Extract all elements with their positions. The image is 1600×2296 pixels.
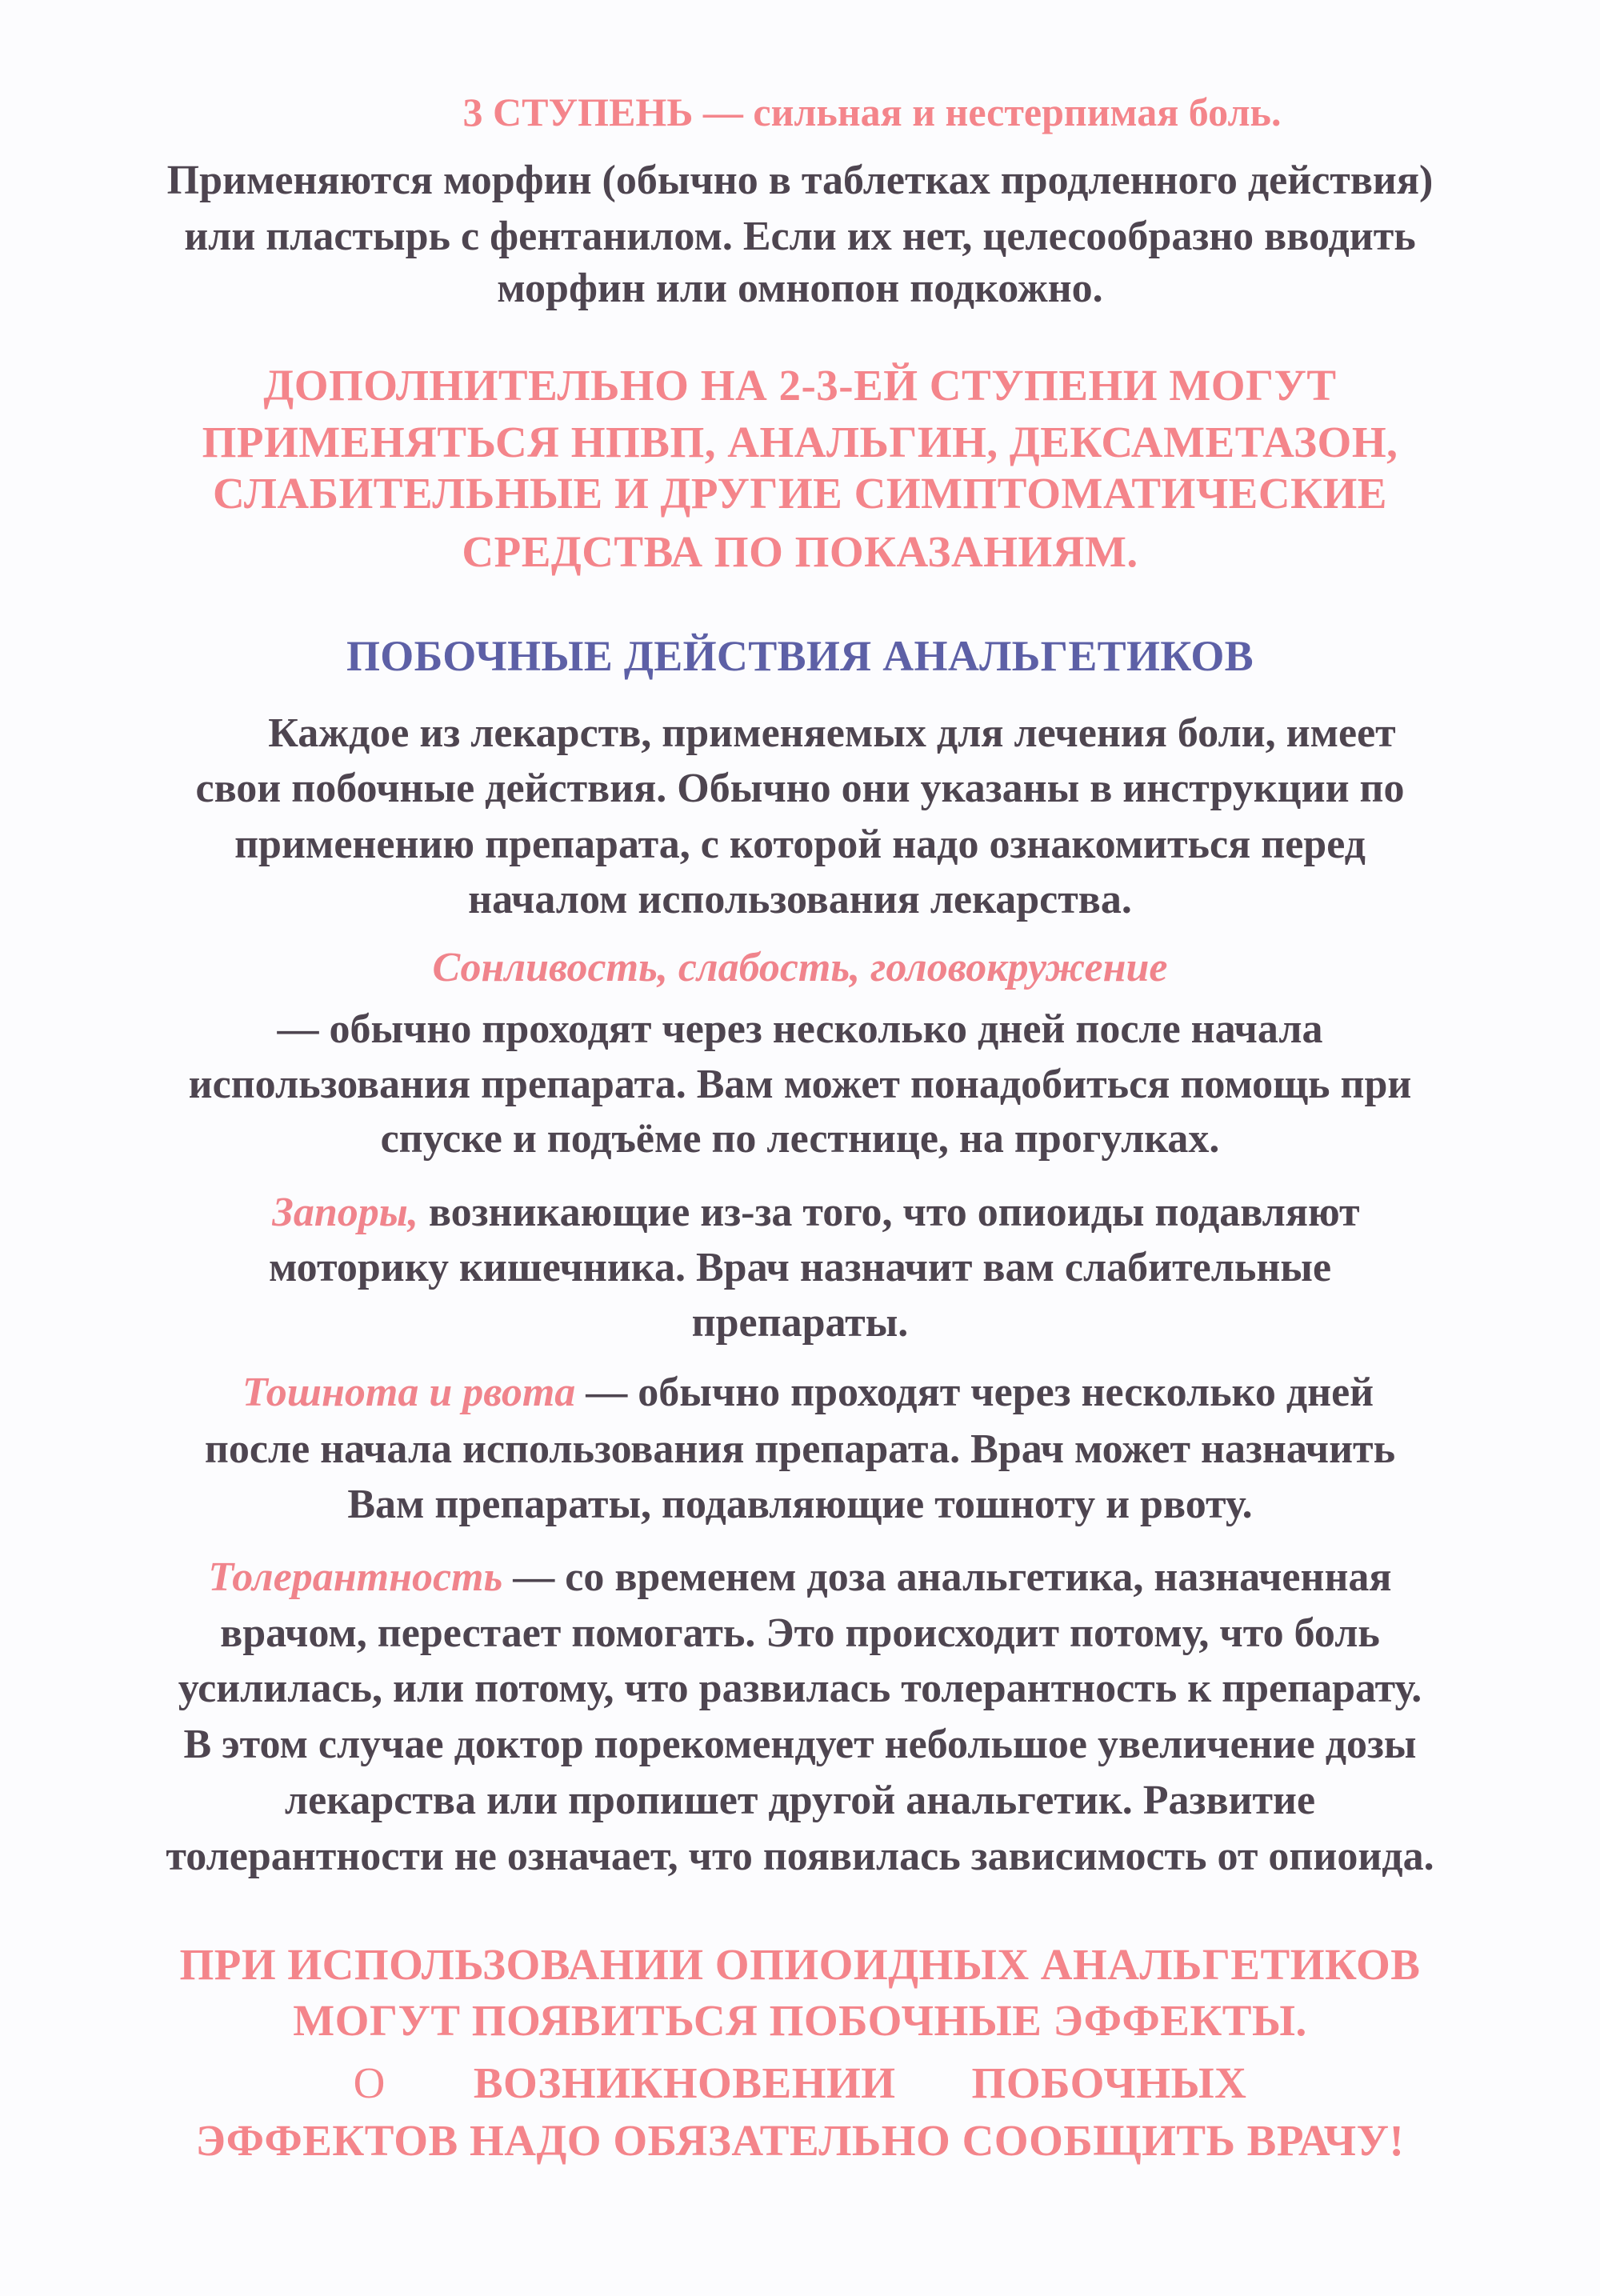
nausea-line-3: Вам препараты, подавляющие тошноту и рвоту. [347, 1482, 1253, 1527]
warning-line-2: МОГУТ ПОЯВИТЬСЯ ПОБОЧНЫЕ ЭФФЕКТЫ. [293, 1996, 1307, 2045]
step3-line-2: или пластырь с фентанилом. Если их нет, целесообразно вводить [184, 214, 1416, 259]
drowsiness-term: Сонливость, слабость, головокружение [432, 945, 1168, 990]
tolerance-line-1 [0, 1549, 1600, 1606]
step3-heading: 3 СТУПЕНЬ — сильная и нестерпимая боль. [462, 90, 1282, 134]
side-effects-intro-line-2: свои побочные действия. Обычно они указаны в инструкции по [195, 766, 1405, 811]
additional-notice-line-2: ПРИМЕНЯТЬСЯ НПВП, АНАЛЬГИН, ДЕКСАМЕТАЗОН, [202, 418, 1398, 466]
constipation-line-1 [16, 1184, 1600, 1242]
constipation-line-2: моторику кишечника. Врач назначит вам слабительные [268, 1245, 1332, 1290]
tolerance-line-2: врачом, перестает помогать. Это происходит потому, что боль [220, 1610, 1380, 1656]
warning-line-4: ЭФФЕКТОВ НАДО ОБЯЗАТЕЛЬНО СООБЩИТЬ ВРАЧУ! [195, 2116, 1405, 2165]
side-effects-intro-line-3: применению препарата, с которой надо ознакомиться перед [234, 822, 1366, 867]
nausea-line-2: после начала использования препарата. Врач может назначить [204, 1426, 1396, 1472]
additional-notice-line-1: ДОПОЛНИТЕЛЬНО НА 2-3-ЕЙ СТУПЕНИ МОГУТ [263, 361, 1337, 410]
warning-word-o: О [353, 2058, 386, 2107]
constipation-line-3: препараты. [691, 1300, 909, 1346]
drowsiness-line-1: — обычно проходят через несколько дней после начала [277, 1006, 1323, 1052]
side-effects-intro-line-1: Каждое из лекарств, применяемых для лечения боли, имеет [268, 710, 1396, 756]
tolerance-line-4: В этом случае доктор порекомендует небольшое увеличение дозы [183, 1722, 1417, 1767]
drowsiness-line-2: использования препарата. Вам может понадобиться помощь при [188, 1062, 1412, 1107]
warning-word-side: ПОБОЧНЫХ [971, 2058, 1247, 2107]
nausea-first-text: — обычно проходят через несколько дней [575, 1370, 1374, 1415]
side-effects-intro-line-4: началом использования лекарства. [468, 877, 1132, 922]
side-effects-heading: ПОБОЧНЫЕ ДЕЙСТВИЯ АНАЛЬГЕТИКОВ [346, 632, 1254, 680]
warning-line-3 [0, 2054, 1600, 2112]
additional-notice-line-3: СЛАБИТЕЛЬНЫЕ И ДРУГИЕ СИМПТОМАТИЧЕСКИЕ [213, 469, 1387, 518]
tolerance-term: Толерантность [208, 1554, 503, 1600]
drowsiness-line-3: спуске и подъёме по лестнице, на прогулках. [380, 1116, 1220, 1162]
nausea-term: Тошнота и рвота [242, 1370, 576, 1415]
tolerance-line-5: лекарства или пропишет другой анальгетик. Развитие [284, 1778, 1316, 1823]
additional-notice-line-4: СРЕДСТВА ПО ПОКАЗАНИЯМ. [462, 527, 1138, 576]
warning-line-1: ПРИ ИСПОЛЬЗОВАНИИ ОПИОИДНЫХ АНАЛЬГЕТИКОВ [179, 1940, 1421, 1989]
step3-line-1: Применяются морфин (обычно в таблетках продленного действия) [166, 158, 1434, 203]
constipation-term: Запоры, [272, 1190, 418, 1235]
tolerance-first-text: — со временем доза анальгетика, назначенная [502, 1554, 1392, 1600]
nausea-line-1 [8, 1364, 1600, 1422]
step3-line-3: морфин или омнопон подкожно. [497, 266, 1103, 311]
tolerance-line-6: толерантности не означает, что появилась зависимость от опиоида. [166, 1834, 1434, 1879]
tolerance-line-3: усилилась, или потому, что развилась толерантность к препарату. [178, 1666, 1422, 1711]
warning-word-occurrence: ВОЗНИКНОВЕНИИ [473, 2058, 896, 2107]
constipation-first-text: возникающие из-за того, что опиоиды подавляют [418, 1190, 1360, 1235]
